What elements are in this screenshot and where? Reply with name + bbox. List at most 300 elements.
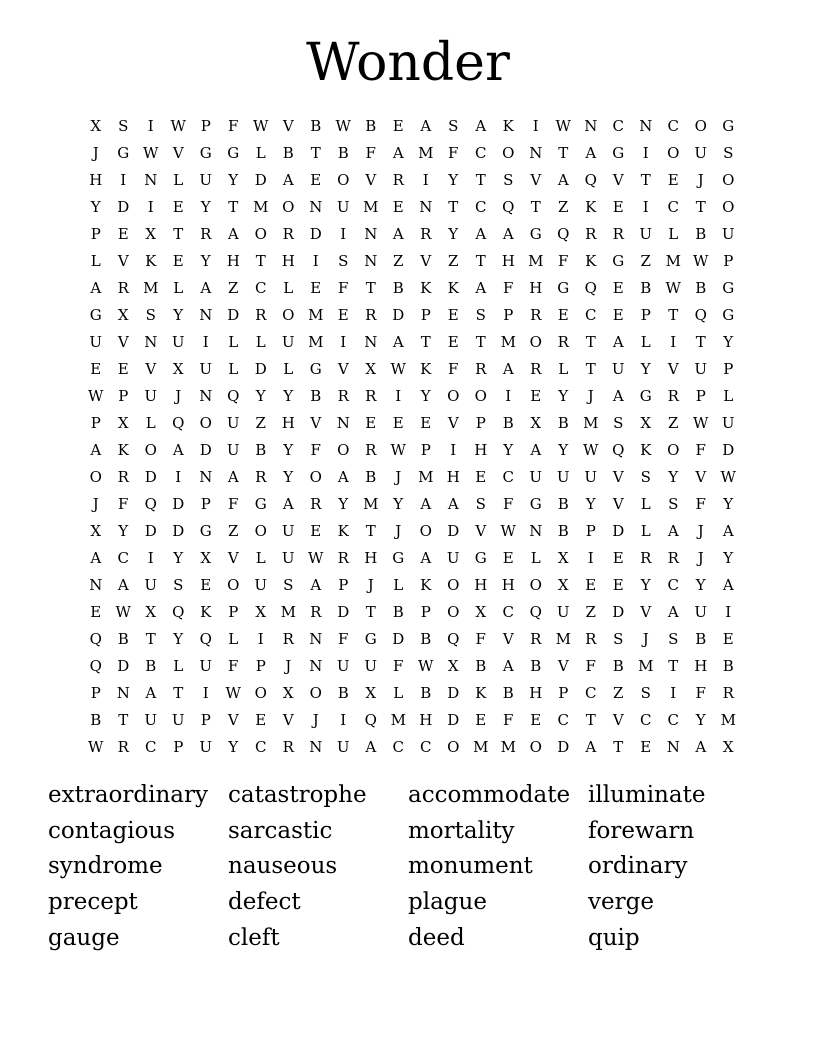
grid-letter: N: [529, 522, 543, 540]
grid-letter: A: [117, 576, 129, 594]
grid-letter: F: [695, 495, 706, 513]
grid-letter: L: [228, 360, 239, 378]
grid-letter: L: [640, 495, 651, 513]
grid-letter: B: [695, 630, 707, 648]
grid-letter: B: [310, 387, 322, 405]
grid-letter: G: [612, 252, 625, 270]
grid-letter: J: [642, 630, 649, 648]
word-list-item: precept: [48, 889, 138, 916]
grid-letter: B: [145, 657, 157, 675]
grid-letter: O: [282, 198, 295, 216]
grid-letter: D: [254, 171, 267, 189]
grid-letter: E: [530, 387, 542, 405]
grid-letter: C: [612, 117, 624, 135]
grid-letter: D: [447, 711, 460, 729]
grid-letter: L: [640, 333, 651, 351]
word-list: [48, 778, 768, 956]
grid-letter: Y: [228, 171, 239, 189]
grid-letter: F: [228, 117, 239, 135]
grid-letter: V: [475, 522, 487, 540]
grid-letter: P: [503, 306, 514, 324]
grid-row: [82, 221, 742, 248]
grid-letter: T: [668, 657, 679, 675]
grid-letter: A: [90, 279, 102, 297]
grid-letter: J: [175, 387, 182, 405]
grid-letter: S: [448, 117, 459, 135]
grid-letter: X: [90, 522, 102, 540]
grid-letter: S: [668, 495, 679, 513]
grid-letter: H: [364, 549, 378, 567]
grid-letter: O: [694, 117, 707, 135]
grid-letter: V: [502, 630, 514, 648]
grid-letter: R: [420, 225, 432, 243]
grid-letter: T: [420, 333, 431, 351]
grid-letter: U: [529, 468, 543, 486]
grid-letter: A: [90, 549, 102, 567]
grid-letter: Z: [448, 252, 459, 270]
grid-letter: P: [585, 522, 596, 540]
grid-letter: E: [722, 630, 734, 648]
grid-letter: M: [363, 495, 379, 513]
grid-letter: I: [587, 549, 594, 567]
grid-letter: E: [310, 171, 322, 189]
grid-letter: W: [115, 603, 131, 621]
grid-letter: I: [340, 225, 347, 243]
grid-letter: D: [227, 306, 240, 324]
grid-letter: Y: [448, 225, 459, 243]
grid-letter: U: [336, 657, 350, 675]
grid-letter: A: [420, 549, 432, 567]
grid-letter: U: [721, 414, 735, 432]
grid-letter: A: [722, 522, 734, 540]
grid-letter: N: [199, 387, 213, 405]
word-list-item: forewarn: [588, 817, 695, 844]
grid-letter: C: [667, 198, 679, 216]
grid-letter: R: [117, 468, 129, 486]
grid-letter: Q: [584, 279, 597, 297]
grid-letter: E: [475, 468, 487, 486]
grid-letter: J: [367, 576, 374, 594]
grid-letter: E: [447, 306, 459, 324]
grid-letter: M: [583, 414, 599, 432]
grid-letter: Z: [228, 522, 239, 540]
grid-letter: A: [722, 576, 734, 594]
grid-letter: C: [667, 117, 679, 135]
grid-letter: O: [529, 576, 542, 594]
grid-letter: P: [200, 117, 211, 135]
grid-letter: L: [393, 576, 404, 594]
grid-letter: U: [199, 657, 213, 675]
grid-letter: F: [695, 684, 706, 702]
grid-letter: V: [612, 468, 624, 486]
grid-letter: X: [117, 414, 129, 432]
grid-letter: R: [310, 495, 322, 513]
grid-letter: U: [694, 360, 708, 378]
grid-letter: Z: [613, 684, 624, 702]
grid-letter: W: [583, 441, 599, 459]
grid-letter: A: [420, 117, 432, 135]
grid-letter: A: [585, 738, 597, 756]
grid-letter: A: [612, 387, 624, 405]
grid-letter: O: [309, 684, 322, 702]
grid-letter: U: [144, 387, 158, 405]
grid-letter: R: [612, 225, 624, 243]
word-list-item: contagious: [48, 817, 176, 844]
grid-letter: D: [199, 441, 212, 459]
grid-letter: T: [640, 171, 651, 189]
grid-letter: E: [117, 225, 129, 243]
word-list-item: verge: [588, 889, 654, 916]
grid-letter: M: [390, 711, 406, 729]
grid-letter: S: [118, 117, 129, 135]
grid-letter: B: [420, 630, 432, 648]
grid-row: [82, 302, 742, 329]
grid-letter: R: [365, 306, 377, 324]
grid-letter: B: [557, 414, 569, 432]
grid-letter: U: [171, 333, 185, 351]
grid-letter: J: [697, 171, 704, 189]
grid-letter: B: [90, 711, 102, 729]
word-list-item: catastrophe: [228, 782, 367, 808]
grid-letter: X: [255, 603, 267, 621]
grid-letter: Q: [529, 603, 542, 621]
grid-letter: R: [585, 630, 597, 648]
grid-letter: A: [695, 738, 707, 756]
grid-letter: X: [117, 306, 129, 324]
grid-letter: O: [144, 441, 157, 459]
grid-letter: Q: [447, 630, 460, 648]
grid-row: [82, 599, 742, 626]
grid-letter: F: [228, 657, 239, 675]
grid-letter: I: [147, 549, 154, 567]
grid-letter: G: [117, 144, 130, 162]
grid-letter: G: [199, 144, 212, 162]
grid-letter: M: [253, 198, 269, 216]
grid-letter: B: [695, 225, 707, 243]
grid-letter: A: [392, 333, 404, 351]
grid-letter: M: [638, 657, 654, 675]
grid-letter: V: [667, 360, 679, 378]
grid-letter: A: [475, 279, 487, 297]
grid-letter: N: [336, 414, 350, 432]
grid-letter: B: [282, 144, 294, 162]
grid-letter: P: [90, 684, 101, 702]
grid-letter: G: [639, 387, 652, 405]
grid-letter: S: [173, 576, 184, 594]
grid-letter: D: [254, 360, 267, 378]
grid-row: [82, 410, 742, 437]
grid-letter: F: [695, 441, 706, 459]
grid-letter: P: [420, 603, 431, 621]
grid-letter: H: [501, 252, 515, 270]
grid-letter: I: [202, 333, 209, 351]
grid-letter: I: [340, 333, 347, 351]
grid-letter: N: [364, 225, 378, 243]
grid-letter: P: [558, 684, 569, 702]
grid-letter: L: [255, 333, 266, 351]
grid-letter: U: [144, 711, 158, 729]
grid-letter: F: [503, 495, 514, 513]
grid-letter: R: [530, 306, 542, 324]
grid-letter: V: [227, 549, 239, 567]
grid-letter: H: [89, 171, 103, 189]
grid-letter: K: [447, 279, 459, 297]
grid-letter: J: [697, 549, 704, 567]
grid-letter: Y: [723, 495, 734, 513]
grid-letter: U: [171, 711, 185, 729]
grid-letter: I: [257, 630, 264, 648]
grid-letter: B: [475, 657, 487, 675]
grid-letter: R: [365, 441, 377, 459]
grid-letter: R: [667, 549, 679, 567]
grid-letter: E: [337, 306, 349, 324]
grid-letter: L: [173, 657, 184, 675]
grid-letter: A: [200, 279, 212, 297]
grid-letter: N: [364, 252, 378, 270]
grid-letter: B: [557, 495, 569, 513]
grid-letter: R: [282, 225, 294, 243]
grid-letter: X: [475, 603, 487, 621]
grid-letter: M: [418, 144, 434, 162]
grid-letter: A: [337, 468, 349, 486]
grid-letter: V: [282, 711, 294, 729]
grid-letter: V: [612, 495, 624, 513]
grid-letter: O: [254, 225, 267, 243]
grid-letter: P: [90, 414, 101, 432]
grid-letter: M: [308, 306, 324, 324]
grid-letter: W: [693, 252, 709, 270]
grid-letter: R: [117, 738, 129, 756]
grid-letter: X: [365, 360, 377, 378]
grid-letter: V: [282, 117, 294, 135]
grid-letter: K: [420, 576, 432, 594]
grid-letter: L: [558, 360, 569, 378]
grid-letter: K: [585, 198, 597, 216]
grid-letter: Y: [420, 387, 431, 405]
grid-letter: H: [529, 684, 543, 702]
grid-row: [82, 653, 742, 680]
grid-row: [82, 464, 742, 491]
grid-letter: U: [144, 576, 158, 594]
grid-letter: Q: [172, 414, 185, 432]
grid-letter: U: [254, 576, 268, 594]
grid-letter: U: [199, 171, 213, 189]
grid-letter: Y: [558, 441, 569, 459]
grid-letter: U: [281, 549, 295, 567]
grid-letter: J: [395, 522, 402, 540]
grid-letter: I: [147, 117, 154, 135]
word-list-item: nauseous: [228, 853, 338, 880]
grid-letter: T: [173, 225, 184, 243]
grid-letter: B: [337, 684, 349, 702]
grid-letter: R: [475, 360, 487, 378]
grid-letter: G: [722, 117, 735, 135]
grid-letter: I: [450, 441, 457, 459]
grid-letter: N: [309, 198, 323, 216]
grid-letter: P: [475, 414, 486, 432]
grid-letter: C: [117, 549, 129, 567]
grid-letter: T: [310, 144, 321, 162]
grid-row: [82, 707, 742, 734]
grid-letter: U: [446, 549, 460, 567]
grid-letter: R: [282, 738, 294, 756]
grid-letter: W: [170, 117, 186, 135]
grid-letter: T: [145, 630, 156, 648]
grid-letter: T: [585, 360, 596, 378]
grid-letter: T: [365, 603, 376, 621]
grid-letter: E: [502, 549, 514, 567]
grid-letter: I: [725, 603, 732, 621]
word-list-item: syndrome: [48, 853, 163, 880]
grid-letter: O: [529, 333, 542, 351]
grid-letter: D: [144, 522, 157, 540]
grid-letter: W: [720, 468, 736, 486]
grid-letter: A: [172, 441, 184, 459]
grid-letter: E: [420, 414, 432, 432]
grid-letter: T: [365, 522, 376, 540]
grid-letter: Y: [585, 495, 596, 513]
grid-letter: N: [309, 630, 323, 648]
grid-letter: P: [90, 225, 101, 243]
grid-letter: M: [143, 279, 159, 297]
grid-letter: C: [255, 738, 267, 756]
grid-letter: B: [420, 684, 432, 702]
grid-letter: L: [173, 279, 184, 297]
grid-letter: A: [502, 225, 514, 243]
grid-letter: E: [310, 522, 322, 540]
grid-letter: T: [558, 144, 569, 162]
grid-letter: L: [145, 414, 156, 432]
grid-letter: R: [117, 279, 129, 297]
grid-letter: I: [642, 198, 649, 216]
grid-letter: S: [613, 630, 624, 648]
grid-letter: B: [255, 441, 267, 459]
grid-letter: P: [640, 306, 651, 324]
grid-letter: R: [722, 684, 734, 702]
grid-letter: K: [475, 684, 487, 702]
grid-letter: Z: [228, 279, 239, 297]
grid-letter: F: [393, 657, 404, 675]
grid-letter: E: [612, 549, 624, 567]
grid-letter: T: [475, 333, 486, 351]
grid-letter: X: [145, 603, 157, 621]
grid-letter: L: [640, 522, 651, 540]
grid-letter: D: [337, 603, 350, 621]
grid-letter: A: [392, 225, 404, 243]
grid-letter: A: [475, 117, 487, 135]
grid-letter: B: [722, 657, 734, 675]
grid-letter: I: [395, 387, 402, 405]
grid-letter: B: [392, 603, 404, 621]
grid-letter: O: [337, 441, 350, 459]
grid-letter: M: [308, 333, 324, 351]
grid-letter: B: [695, 279, 707, 297]
grid-letter: N: [199, 468, 213, 486]
grid-letter: S: [283, 576, 294, 594]
grid-letter: F: [338, 630, 349, 648]
grid-letter: R: [557, 333, 569, 351]
grid-letter: W: [418, 657, 434, 675]
grid-letter: H: [694, 657, 708, 675]
grid-letter: O: [667, 144, 680, 162]
grid-letter: W: [88, 738, 104, 756]
grid-letter: B: [310, 117, 322, 135]
grid-letter: P: [338, 576, 349, 594]
grid-letter: C: [145, 738, 157, 756]
grid-letter: S: [503, 171, 514, 189]
grid-letter: A: [557, 171, 569, 189]
grid-letter: Z: [558, 198, 569, 216]
grid-letter: G: [254, 495, 267, 513]
grid-letter: W: [390, 441, 406, 459]
grid-letter: C: [475, 144, 487, 162]
grid-letter: C: [392, 738, 404, 756]
grid-letter: P: [173, 738, 184, 756]
grid-letter: H: [501, 576, 515, 594]
grid-letter: E: [255, 711, 267, 729]
grid-row: [82, 734, 742, 761]
grid-letter: V: [447, 414, 459, 432]
grid-letter: P: [118, 387, 129, 405]
grid-letter: N: [89, 576, 103, 594]
grid-letter: F: [448, 360, 459, 378]
grid-letter: A: [227, 468, 239, 486]
grid-letter: P: [723, 252, 734, 270]
grid-letter: V: [420, 252, 432, 270]
grid-letter: D: [557, 738, 570, 756]
grid-letter: Y: [723, 549, 734, 567]
grid-letter: O: [447, 738, 460, 756]
grid-letter: R: [255, 306, 267, 324]
grid-letter: P: [200, 495, 211, 513]
grid-letter: L: [723, 387, 734, 405]
word-list-item: defect: [228, 889, 301, 916]
grid-letter: Y: [283, 441, 294, 459]
word-list-item: illuminate: [588, 782, 706, 808]
grid-letter: L: [283, 279, 294, 297]
grid-letter: G: [364, 630, 377, 648]
grid-letter: D: [144, 468, 157, 486]
grid-letter: G: [529, 495, 542, 513]
grid-letter: E: [530, 711, 542, 729]
grid-letter: U: [226, 414, 240, 432]
grid-letter: S: [640, 684, 651, 702]
grid-letter: U: [226, 441, 240, 459]
grid-letter: T: [448, 198, 459, 216]
grid-letter: U: [556, 468, 570, 486]
grid-letter: A: [502, 360, 514, 378]
grid-letter: X: [640, 414, 652, 432]
grid-letter: V: [365, 171, 377, 189]
grid-letter: T: [668, 306, 679, 324]
grid-letter: U: [364, 657, 378, 675]
grid-letter: B: [365, 117, 377, 135]
grid-letter: Y: [640, 576, 651, 594]
grid-letter: V: [557, 657, 569, 675]
grid-letter: W: [693, 414, 709, 432]
grid-letter: S: [145, 306, 156, 324]
grid-letter: L: [283, 360, 294, 378]
grid-letter: Z: [255, 414, 266, 432]
grid-letter: H: [474, 576, 488, 594]
grid-letter: T: [475, 252, 486, 270]
grid-letter: Q: [172, 603, 185, 621]
grid-letter: U: [199, 738, 213, 756]
grid-letter: M: [363, 198, 379, 216]
grid-letter: A: [145, 684, 157, 702]
grid-letter: Z: [640, 252, 651, 270]
grid-letter: F: [228, 495, 239, 513]
